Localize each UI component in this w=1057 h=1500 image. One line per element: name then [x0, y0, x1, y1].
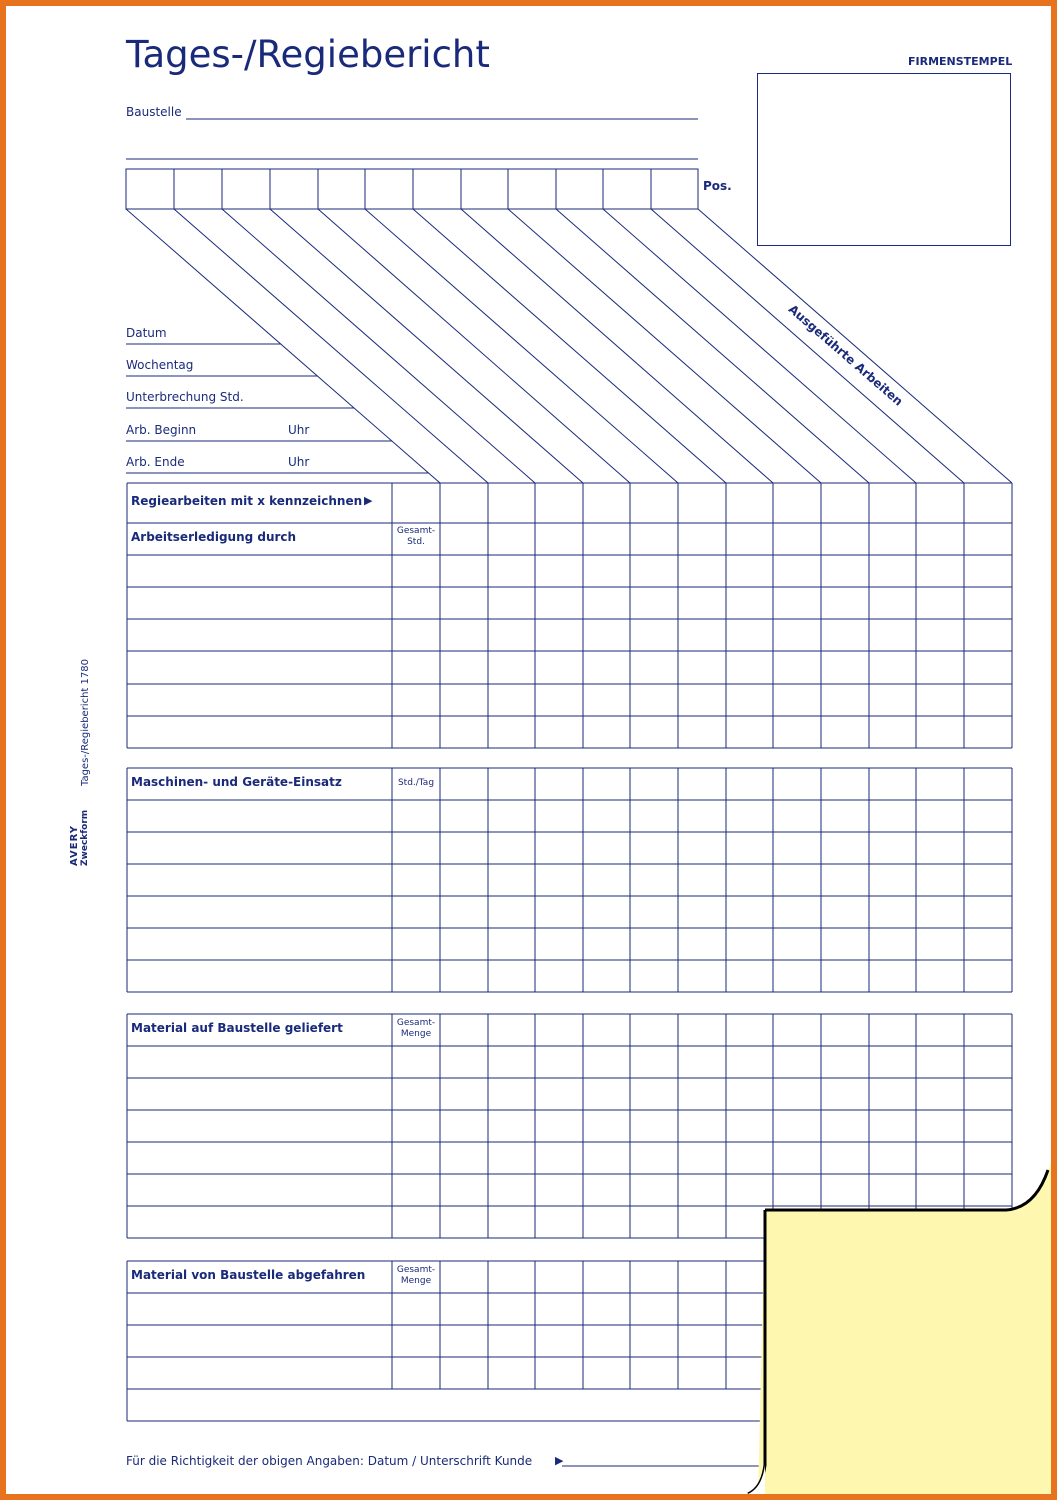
signature-field[interactable] [568, 1448, 758, 1468]
uhr-label-ende: Uhr [288, 455, 310, 469]
field-arb-ende: Arb. Ende [126, 455, 185, 469]
diagonal-line [603, 209, 916, 483]
diagonal-line [318, 209, 630, 483]
diagonal-line [508, 209, 821, 483]
col-header-gesamt-menge-2: Gesamt- Menge [396, 1265, 436, 1286]
field-wochentag: Wochentag [126, 358, 194, 372]
form-page [6, 6, 1051, 1494]
diagonal-line [651, 209, 964, 483]
uhr-label-beginn: Uhr [288, 423, 310, 437]
section-title-material-geliefert: Material auf Baustelle geliefert [131, 1021, 343, 1035]
baustelle-field[interactable] [186, 102, 698, 120]
diagonal-line [461, 209, 773, 483]
baustelle-label: Baustelle [126, 105, 182, 119]
col-header-gesamt-menge-1: Gesamt- Menge [396, 1018, 436, 1039]
pos-box-row [126, 169, 698, 209]
pos-label: Pos. [703, 179, 732, 193]
diagonal-line [413, 209, 726, 483]
col-header-std-tag: Std./Tag [397, 778, 435, 788]
section-title-material-abgefahren: Material von Baustelle abgefahren [131, 1268, 366, 1282]
field-datum: Datum [126, 326, 167, 340]
diagonal-line [222, 209, 535, 483]
ausgefuehrte-arbeiten-label: Ausgeführte Arbeiten [785, 302, 906, 409]
play-arrow-icon: ▶ [364, 494, 373, 507]
field-arb-beginn: Arb. Beginn [126, 423, 197, 437]
diagonal-line [556, 209, 869, 483]
diagonal-line [174, 209, 488, 483]
section-title-arbeitserledigung: Arbeitserledigung durch [131, 530, 297, 544]
diagonal-line [698, 209, 1012, 483]
footer-signature-label: Für die Richtigkeit der obigen Angaben: Datum / Unterschrift Kunde [126, 1454, 533, 1468]
play-arrow-icon: ▶ [555, 1454, 564, 1467]
copy-sheet-corner [758, 1162, 1051, 1494]
section-title-maschinen: Maschinen- und Geräte-Einsatz [131, 775, 342, 789]
diagonal-line [270, 209, 583, 483]
diagonal-line [365, 209, 678, 483]
firmenstempel-box[interactable] [757, 73, 1011, 246]
sidebar-form-number: Tages-/Regiebericht 1780 [80, 659, 91, 786]
form-title: Tages-/Regiebericht [126, 33, 490, 76]
page-curl-edge [765, 1170, 1048, 1210]
avery-zweckform-logo: AVERY Zweckform [69, 809, 90, 866]
regie-label: Regiearbeiten mit x kennzeichnen [131, 494, 363, 508]
col-header-gesamt-std: Gesamt- Std. [396, 526, 436, 547]
diagonal-line [126, 209, 440, 483]
firmenstempel-label: FIRMENSTEMPEL [908, 55, 1013, 68]
field-unterbrechung: Unterbrechung Std. [126, 390, 244, 404]
